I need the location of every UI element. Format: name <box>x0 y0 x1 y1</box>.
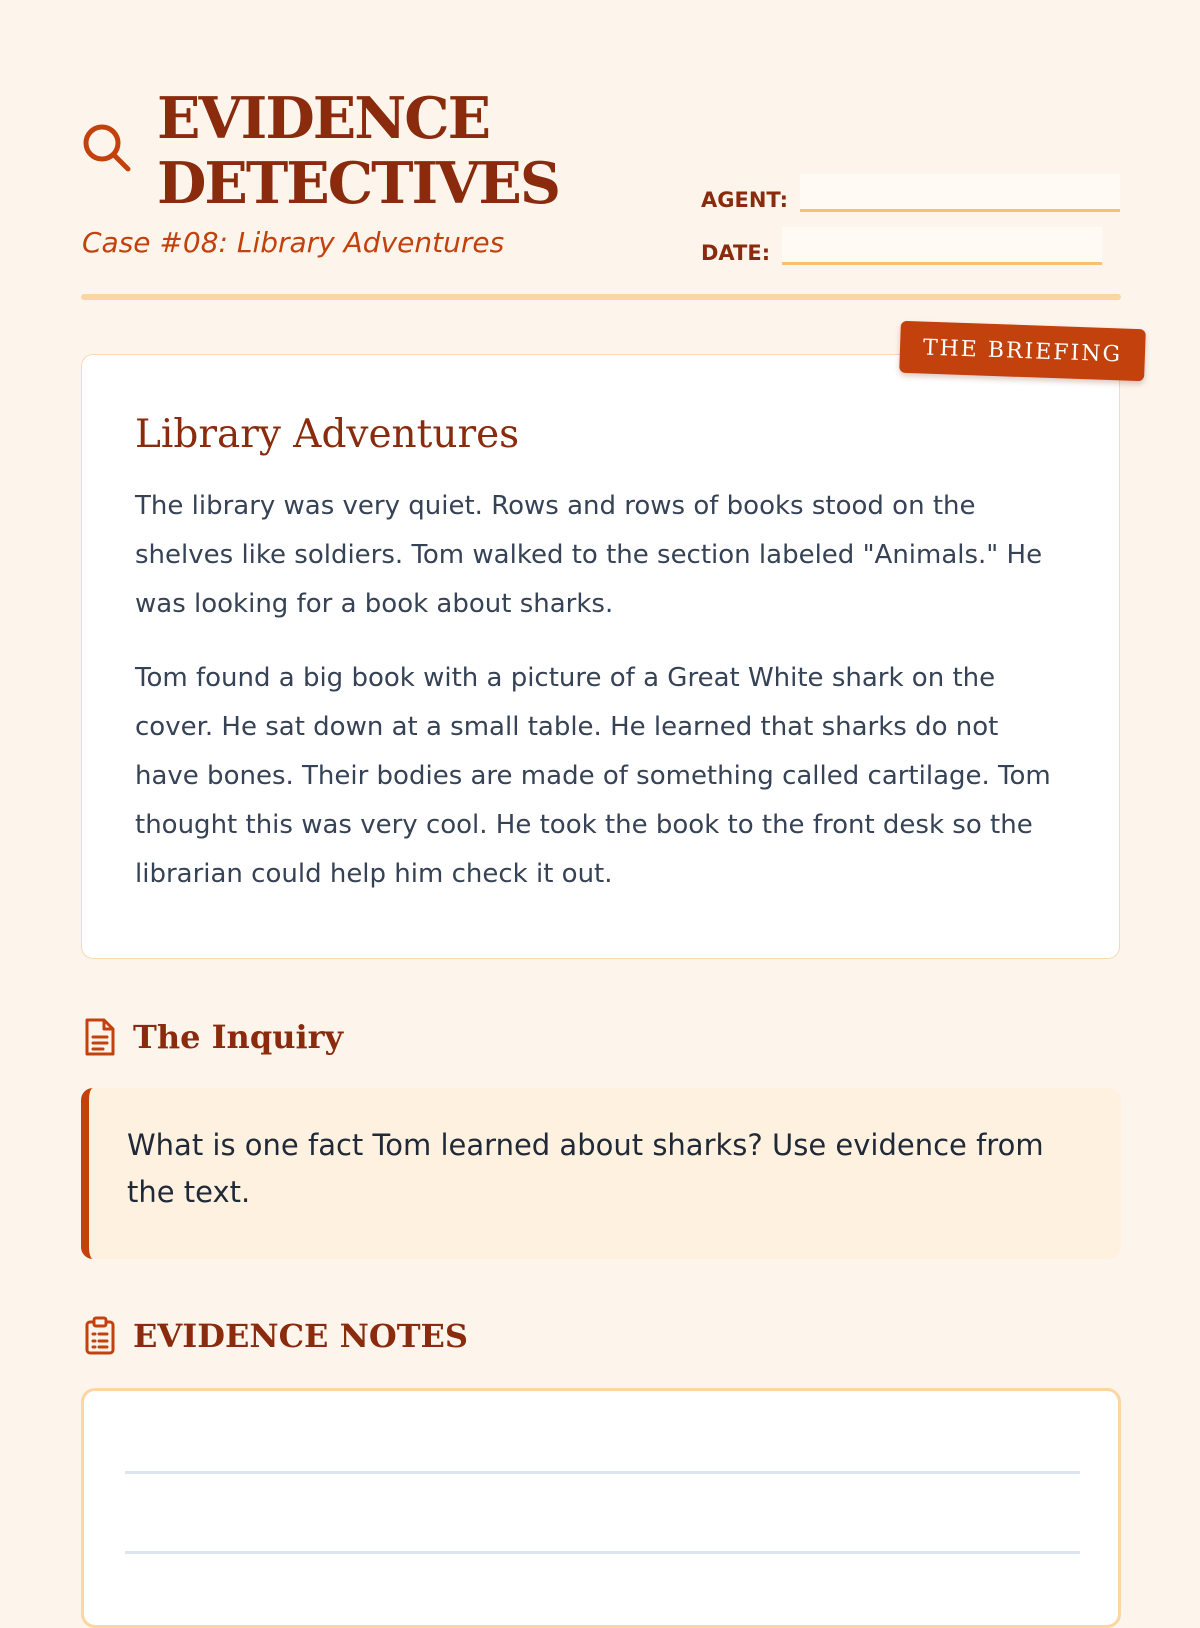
header <box>81 86 1121 276</box>
note-line <box>125 1471 1080 1474</box>
header-divider <box>81 294 1121 300</box>
magnifying-glass-icon <box>81 122 133 174</box>
inquiry-box <box>81 1088 1121 1259</box>
agent-input[interactable] <box>800 174 1120 212</box>
document-icon <box>81 1017 119 1057</box>
agent-field-row <box>701 174 1120 212</box>
inquiry-heading-text: The Inquiry <box>133 1018 344 1056</box>
notes-heading-text: EVIDENCE NOTES <box>133 1317 469 1355</box>
story-title: Library Adventures <box>135 412 520 457</box>
date-field-row <box>701 227 1102 265</box>
title-line-1: EVIDENCE <box>157 85 490 152</box>
story-paragraph: Tom found a big book with a picture of a Great White shark on the cover. He sat down at a small table. He learned that sharks do not have bones. Their bodies are made of something called cartilage. Tom thought this was very cool. He took the book to the front desk so the librarian could help him check it out. <box>135 663 1051 889</box>
clipboard-icon <box>81 1316 119 1356</box>
page-title <box>157 86 627 216</box>
story-paragraph: The library was very quiet. Rows and rows of books stood on the shelves like soldiers. Tom walked to the section labeled "Animals." He was looking for a book about sharks. <box>135 491 1043 619</box>
briefing-card <box>81 354 1120 959</box>
agent-label: AGENT: <box>701 188 788 212</box>
briefing-badge: THE BRIEFING <box>899 321 1146 382</box>
date-input[interactable] <box>782 227 1102 265</box>
title-line-2: DETECTIVES <box>157 150 560 217</box>
notes-heading <box>81 1316 468 1356</box>
evidence-notes-area[interactable] <box>81 1388 1121 1628</box>
date-label: DATE: <box>701 241 771 265</box>
inquiry-question: What is one fact Tom learned about sharks? Use evidence from the text. <box>127 1128 1044 1209</box>
inquiry-heading <box>81 1017 343 1057</box>
note-line <box>125 1551 1080 1554</box>
story-body <box>135 482 1065 924</box>
case-subtitle: Case #08: Library Adventures <box>82 226 505 259</box>
